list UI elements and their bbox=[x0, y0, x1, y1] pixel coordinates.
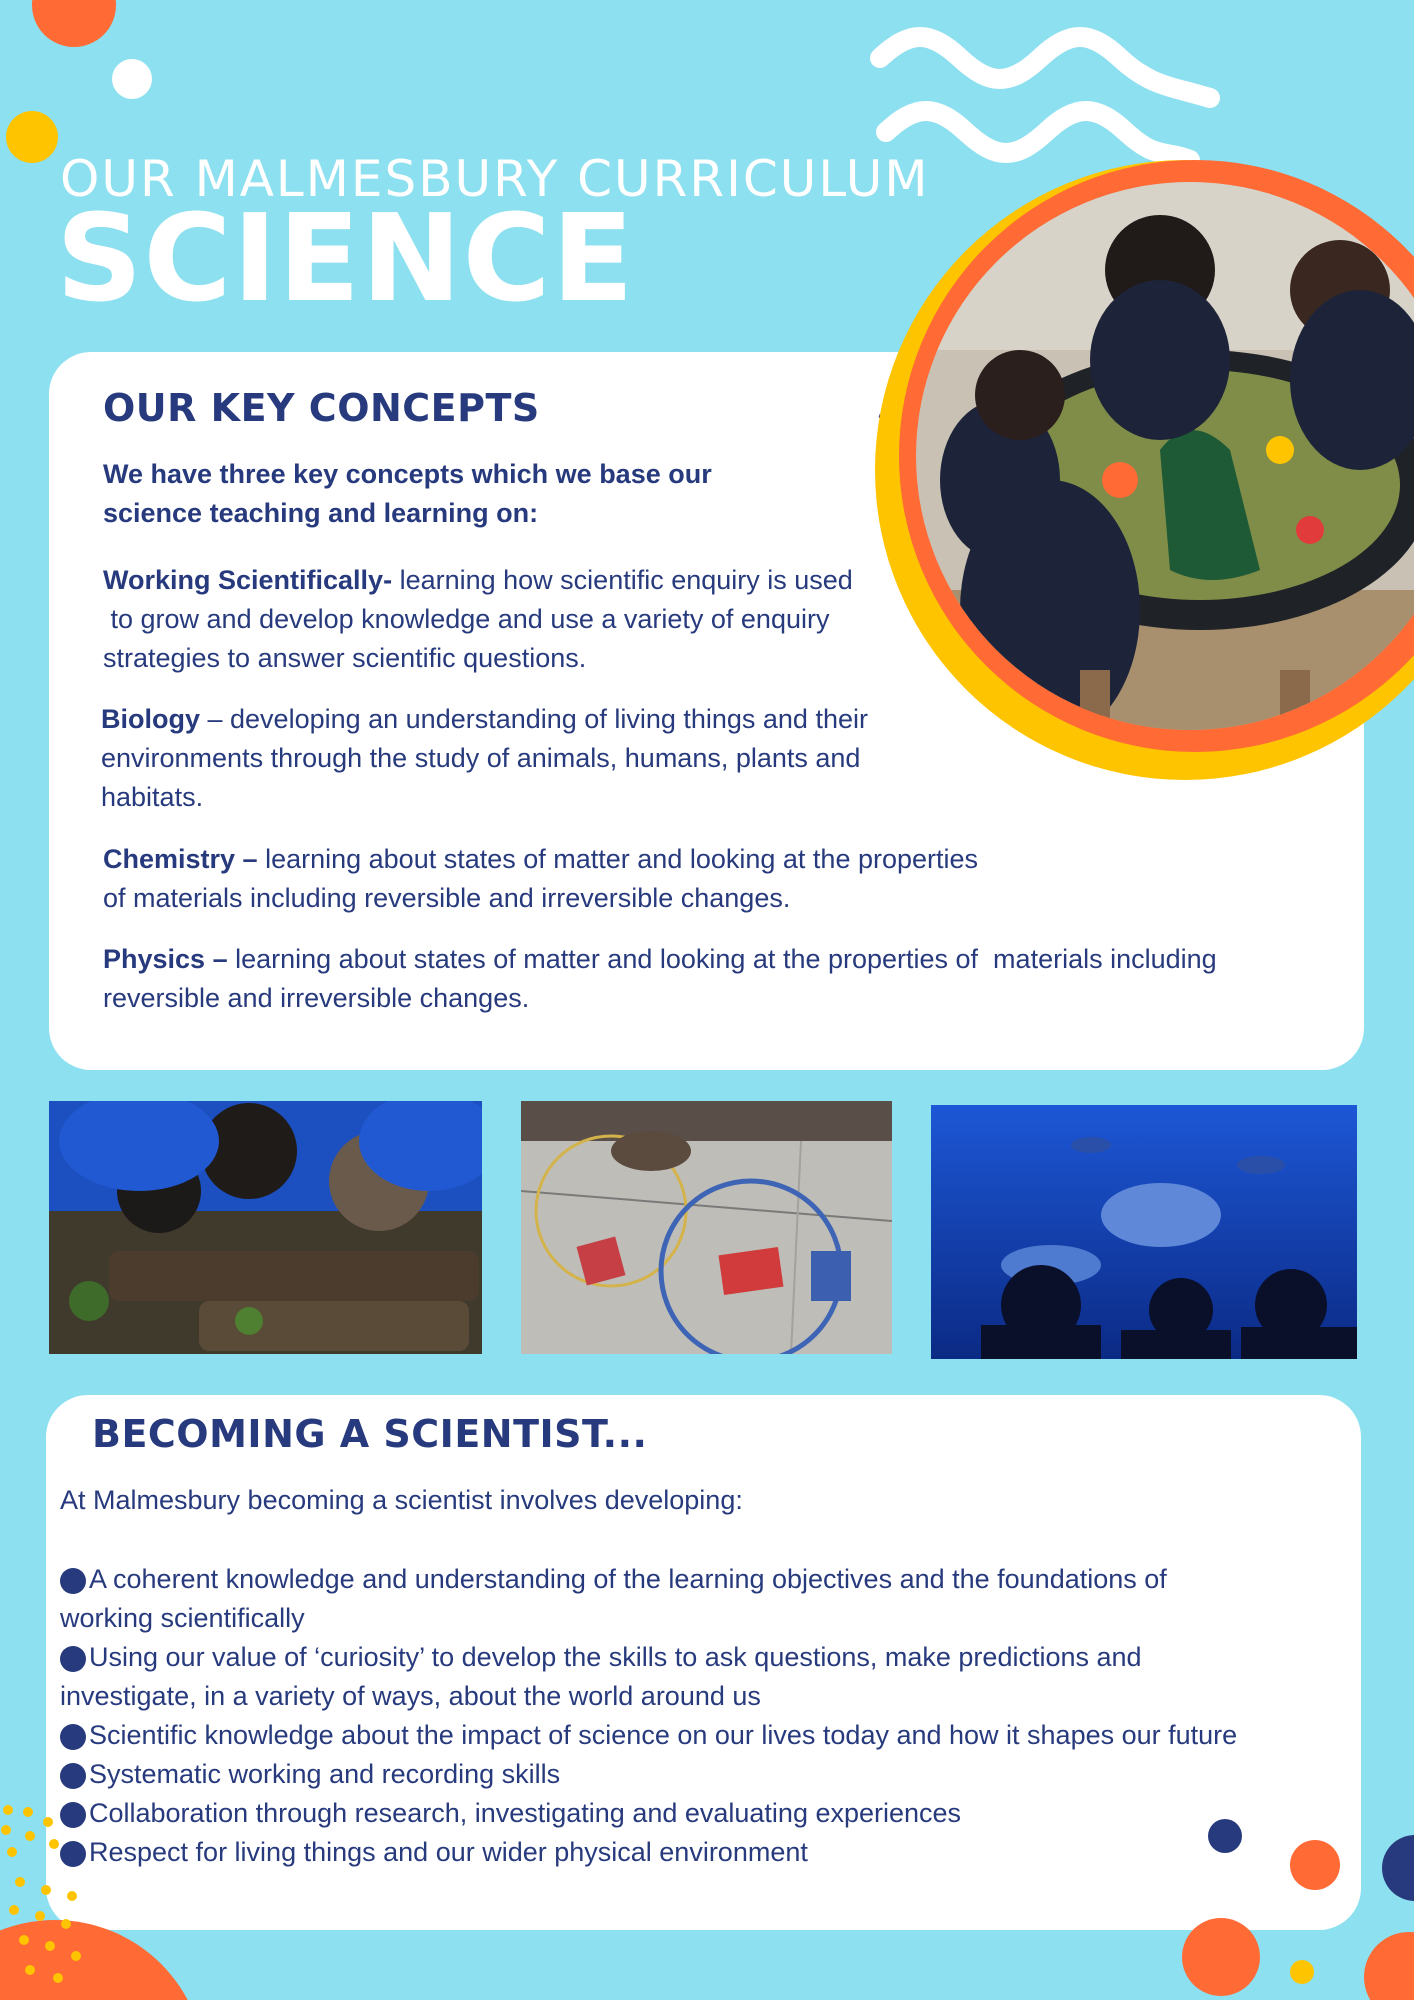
photo-classroom-hoops bbox=[521, 1101, 892, 1354]
decor-yellow-dot bbox=[6, 111, 58, 163]
decor-orange-big-dot bbox=[1182, 1918, 1260, 1996]
concept-text: environments through the study of animals, humans, plants and bbox=[101, 743, 861, 773]
concept-working-scientifically bbox=[103, 561, 903, 678]
list-item-text: working scientifically bbox=[60, 1603, 305, 1633]
intro-line-1: We have three key concepts which we base our bbox=[103, 459, 712, 489]
concept-term: Biology bbox=[101, 704, 200, 734]
list-item bbox=[60, 1833, 1350, 1872]
list-item-text: Using our value of ‘curiosity’ to develop the skills to ask questions, make predictions and bbox=[89, 1642, 1142, 1672]
intro-line-2: science teaching and learning on: bbox=[103, 498, 539, 528]
decor-navy-half-circle bbox=[1382, 1835, 1414, 1901]
concept-chemistry bbox=[103, 840, 1203, 918]
list-item bbox=[60, 1755, 1350, 1794]
photo-classroom-hoops-art bbox=[521, 1101, 892, 1354]
photo-aquarium bbox=[931, 1105, 1357, 1359]
photo-children-logs-art bbox=[49, 1101, 482, 1354]
decor-orange-dot bbox=[1290, 1840, 1340, 1890]
concept-text: learning how scientific enquiry is used bbox=[392, 565, 853, 595]
concept-text: reversible and irreversible changes. bbox=[103, 983, 530, 1013]
list-item bbox=[60, 1794, 1350, 1833]
becoming-intro: At Malmesbury becoming a scientist involves developing: bbox=[60, 1485, 743, 1515]
decor-bottom-left bbox=[0, 1800, 200, 2000]
concept-text: habitats. bbox=[101, 782, 204, 812]
bullet-dot-icon bbox=[60, 1568, 86, 1594]
list-item-text: Collaboration through research, investigating and evaluating experiences bbox=[89, 1798, 962, 1828]
list-item bbox=[60, 1560, 1350, 1638]
decor-navy-dot bbox=[1208, 1819, 1242, 1853]
key-concepts-heading: OUR KEY CONCEPTS bbox=[103, 386, 540, 430]
list-item bbox=[60, 1716, 1350, 1755]
concept-term: Chemistry – bbox=[103, 844, 258, 874]
decor-orange-circle-top bbox=[32, 0, 116, 47]
page-title: SCIENCE bbox=[56, 190, 635, 329]
concept-term: Physics – bbox=[103, 944, 228, 974]
bullet-dot-icon bbox=[60, 1763, 86, 1789]
becoming-heading: BECOMING A SCIENTIST... bbox=[92, 1412, 648, 1456]
decor-orange-corner-circle bbox=[1364, 1932, 1414, 2000]
list-item-text: investigate, in a variety of ways, about the world around us bbox=[60, 1681, 761, 1711]
list-item-text: Systematic working and recording skills bbox=[89, 1759, 561, 1789]
concept-biology bbox=[101, 700, 931, 817]
concept-text: to grow and develop knowledge and use a variety of enquiry bbox=[103, 604, 830, 634]
list-item bbox=[60, 1638, 1350, 1716]
concept-text: strategies to answer scientific questions. bbox=[103, 643, 587, 673]
decor-white-dot bbox=[112, 59, 152, 99]
concept-text: of materials including reversible and irreversible changes. bbox=[103, 883, 791, 913]
photo-aquarium-art bbox=[931, 1105, 1357, 1359]
concept-physics bbox=[103, 940, 1343, 1018]
becoming-bullet-list bbox=[60, 1560, 1350, 1872]
concept-text: learning about states of matter and looking at the properties bbox=[257, 844, 979, 874]
hero-photo-frame bbox=[860, 150, 1414, 790]
bullet-dot-icon bbox=[60, 1724, 86, 1750]
concept-text: – developing an understanding of living things and their bbox=[200, 704, 868, 734]
key-concepts-intro bbox=[103, 455, 863, 533]
concept-text: learning about states of matter and looking at the properties of materials including bbox=[227, 944, 1217, 974]
bullet-dot-icon bbox=[60, 1646, 86, 1672]
page-subtitle: OUR MALMESBURY CURRICULUM bbox=[60, 150, 930, 208]
list-item-text: A coherent knowledge and understanding of the learning objectives and the foundations of bbox=[89, 1564, 1167, 1594]
list-item-text: Scientific knowledge about the impact of science on our lives today and how it shapes our future bbox=[89, 1720, 1238, 1750]
photo-children-logs bbox=[49, 1101, 482, 1354]
decor-yellow-small-dot bbox=[1290, 1960, 1314, 1984]
concept-term: Working Scientifically- bbox=[103, 565, 393, 595]
list-item-text: Respect for living things and our wider physical environment bbox=[89, 1837, 808, 1867]
squiggle-decoration bbox=[870, 20, 1230, 170]
